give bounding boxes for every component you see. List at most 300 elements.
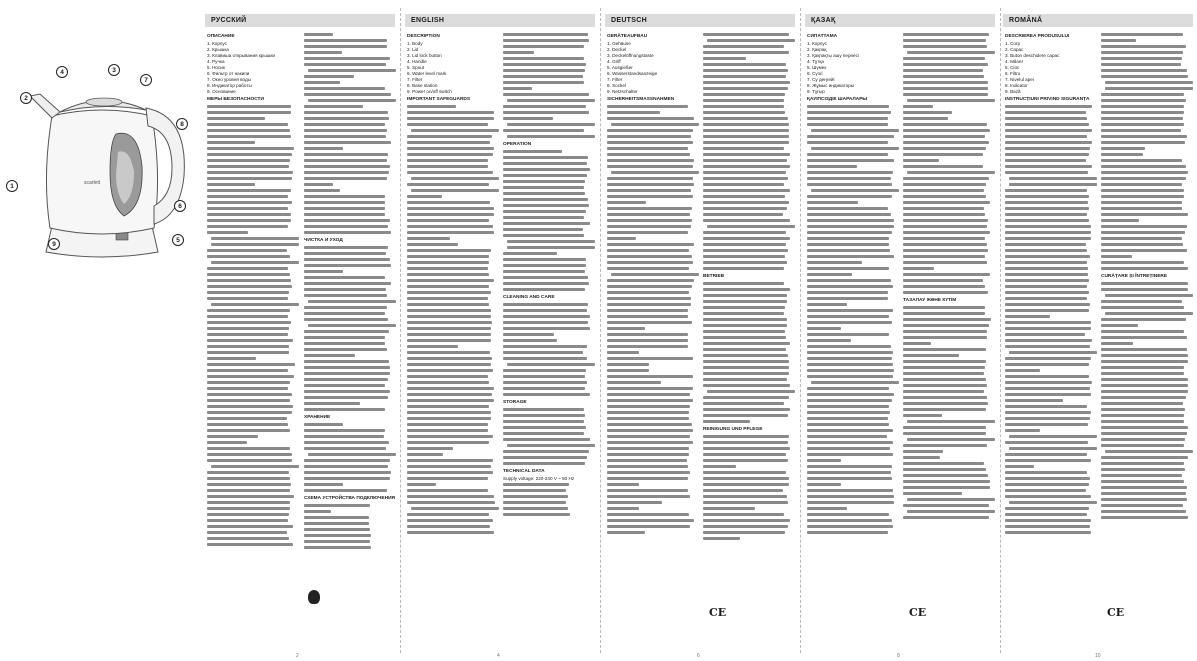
text-line-bar (807, 105, 889, 108)
text-line-bar (211, 237, 299, 240)
text-line-bar (1005, 357, 1091, 360)
text-line-bar (1101, 336, 1187, 339)
text-line-bar (903, 390, 984, 393)
text-line-bar (308, 324, 396, 327)
text-line-bar (607, 489, 688, 492)
text-line-bar (207, 525, 293, 528)
text-line-bar (207, 381, 290, 384)
text-line-bar (207, 417, 287, 420)
text-line-bar (207, 423, 288, 426)
list-item: 3. Lid lock button (407, 53, 442, 58)
text-line-bar (903, 492, 962, 495)
text-line-bar (407, 447, 453, 450)
text-line-bar (503, 375, 585, 378)
text-line-bar (207, 165, 289, 168)
text-line (503, 512, 595, 518)
text-line-bar (703, 453, 786, 456)
section-title: МЕРЫ БЕЗОПАСНОСТИ (207, 97, 264, 102)
text-line-bar (1005, 195, 1089, 198)
text-line-bar (503, 270, 585, 273)
text-line-bar (903, 183, 986, 186)
text-line-bar (503, 156, 588, 159)
text-line-bar (304, 306, 387, 309)
text-line-bar (407, 315, 491, 318)
text-line-bar (304, 135, 386, 138)
text-line-bar (407, 453, 443, 456)
text-line-bar (703, 378, 787, 381)
text-line-bar (304, 396, 388, 399)
text-line-bar (703, 402, 784, 405)
text-line-bar (607, 279, 694, 282)
text-line-bar (407, 525, 490, 528)
text-line (703, 266, 795, 272)
text-line-bar (304, 534, 371, 537)
list-item: 9. Тұғыр (807, 89, 825, 94)
text-line-bar (807, 123, 888, 126)
text-line-bar (1101, 207, 1182, 210)
text-line-bar (807, 447, 890, 450)
text-line (503, 461, 595, 467)
text-line-bar (703, 312, 784, 315)
text-line-bar (903, 69, 983, 72)
text-line-bar (407, 483, 436, 486)
list-item: 9. Bază (1005, 89, 1021, 94)
text-line-bar (703, 435, 789, 438)
brand-logo-icon (308, 590, 320, 604)
text-line-bar (407, 489, 488, 492)
text-line-bar (407, 201, 490, 204)
text-line-bar (407, 429, 488, 432)
text-line-bar (308, 300, 396, 303)
body-text (607, 104, 699, 536)
text-line-bar (304, 384, 385, 387)
text-line-bar (407, 399, 494, 402)
text-line-bar (903, 117, 948, 120)
tech-spec-line: Supply voltage: 220-240 V ~ 50 Hz (503, 476, 575, 481)
text-line-bar (503, 408, 584, 411)
text-line-bar (903, 195, 986, 198)
text-line-bar (207, 225, 288, 228)
text-line-bar (807, 471, 891, 474)
text-line-bar (503, 87, 532, 90)
text-line-bar (903, 402, 988, 405)
text-line-bar (304, 147, 343, 150)
text-line (1101, 266, 1193, 272)
body-text (903, 305, 995, 521)
text-line-bar (304, 360, 389, 363)
body-text (304, 503, 396, 551)
ce-mark-icon: CE (909, 606, 927, 619)
text-line-bar (503, 210, 586, 213)
text-line-bar (1005, 339, 1092, 342)
list-item: 4. Griff (607, 59, 621, 64)
text-line-bar (1009, 351, 1097, 354)
text-line-bar (1105, 294, 1193, 297)
text-line-bar (807, 321, 892, 324)
text-line-bar (503, 393, 590, 396)
text-line-bar (807, 369, 894, 372)
text-line-bar (807, 261, 862, 264)
text-line-bar (207, 117, 265, 120)
text-line-bar (308, 69, 396, 72)
text-line-bar (304, 366, 390, 369)
text-line-bar (304, 516, 369, 519)
text-line-bar (211, 243, 299, 246)
text-line-bar (407, 147, 494, 150)
text-line-bar (807, 249, 890, 252)
text-line-bar (607, 309, 688, 312)
list-item: 4. Mâner (1005, 59, 1024, 64)
text-line-bar (503, 252, 557, 255)
text-line-bar (903, 189, 984, 192)
body-text (503, 32, 595, 140)
list-item: 8. Base station (407, 83, 438, 88)
text-line (407, 530, 499, 536)
section-title: REINIGUNG UND PFLEGE (703, 427, 763, 432)
list-item: 1. Корпус (807, 41, 827, 46)
text-line-bar (807, 477, 892, 480)
text-line-bar (304, 195, 385, 198)
text-line-bar (304, 57, 390, 60)
text-line-bar (703, 207, 787, 210)
text-line-bar (703, 165, 790, 168)
text-line-bar (903, 384, 987, 387)
text-line-bar (903, 426, 986, 429)
text-line-bar (1101, 384, 1188, 387)
text-line-bar (1005, 219, 1089, 222)
text-line-bar (207, 399, 290, 402)
text-line-bar (1005, 477, 1090, 480)
list-item: 4. Ручка (207, 59, 225, 64)
text-line-bar (207, 183, 255, 186)
text-line-bar (503, 228, 583, 231)
list-item: 9. Основание (207, 89, 236, 94)
text-line-bar (703, 183, 784, 186)
text-line-bar (207, 111, 291, 114)
text-line-bar (207, 201, 292, 204)
text-line-bar (207, 471, 289, 474)
text-line-bar (1101, 300, 1182, 303)
text-line-bar (304, 504, 370, 507)
text-line-bar (607, 285, 692, 288)
text-line-bar (1101, 378, 1188, 381)
text-line-bar (903, 486, 990, 489)
text-line-bar (703, 213, 783, 216)
text-line-bar (1101, 249, 1187, 252)
text-line-bar (903, 396, 987, 399)
text-line-bar (1101, 135, 1187, 138)
text-line-bar (807, 363, 893, 366)
list-item: 5. Spout (407, 65, 425, 70)
text-line-bar (1101, 195, 1184, 198)
text-line-bar (207, 291, 289, 294)
text-line-bar (1005, 189, 1087, 192)
list-item: 7. Filter (407, 77, 423, 82)
text-line-bar (903, 468, 986, 471)
text-line-bar (1101, 57, 1182, 60)
section-title: INSTRUCȚIUNI PRIVIND SIGURANȚA (1005, 97, 1090, 102)
text-line-bar (1101, 141, 1185, 144)
text-line-bar (903, 342, 931, 345)
text-line-bar (607, 453, 689, 456)
text-line-bar (1101, 348, 1187, 351)
text-line-bar (1101, 105, 1184, 108)
text-line-bar (304, 246, 388, 249)
text-line-bar (703, 123, 789, 126)
text-line-bar (807, 225, 894, 228)
text-line-bar (703, 63, 786, 66)
text-line-bar (207, 153, 292, 156)
text-line-bar (207, 105, 291, 108)
text-line-bar (1005, 261, 1087, 264)
text-line-bar (607, 231, 688, 234)
text-line-bar (1005, 405, 1087, 408)
text-line-bar (207, 369, 288, 372)
text-line-bar (1005, 519, 1091, 522)
text-line-bar (503, 456, 587, 459)
text-line-bar (1005, 237, 1091, 240)
text-line-bar (407, 531, 494, 534)
text-line-bar (807, 399, 892, 402)
text-line-bar (407, 471, 493, 474)
text-line-bar (503, 234, 584, 237)
text-line-bar (411, 129, 499, 132)
text-line-bar (1101, 231, 1185, 234)
text-line-bar (207, 537, 289, 540)
text-line-bar (304, 129, 387, 132)
text-line-bar (1101, 288, 1188, 291)
text-line-bar (807, 111, 891, 114)
text-line-bar (304, 477, 390, 480)
section-title: BETRIEB (703, 274, 725, 279)
text-line-bar (607, 207, 692, 210)
text-line-bar (407, 477, 488, 480)
text-line-bar (807, 327, 841, 330)
text-line-bar (1101, 354, 1188, 357)
kazakh-text-left (807, 32, 899, 536)
text-line-bar (807, 483, 841, 486)
kazakh-text-right (903, 32, 995, 521)
text-line-bar (903, 414, 942, 417)
text-line-bar (211, 465, 299, 468)
text-line-bar (703, 396, 789, 399)
text-line-bar (407, 117, 494, 120)
text-line-bar (503, 69, 585, 72)
text-line-bar (703, 243, 786, 246)
text-line-bar (607, 519, 694, 522)
text-line-bar (607, 327, 645, 330)
text-line-bar (1101, 402, 1183, 405)
text-line-bar (407, 105, 456, 108)
text-line-bar (1101, 438, 1185, 441)
list-item: 7. Окно уровня воды (207, 77, 251, 82)
section-title: ЧИСТКА И УХОД (304, 238, 343, 243)
text-line-bar (903, 378, 986, 381)
text-line (503, 134, 595, 140)
text-line-bar (607, 255, 692, 258)
text-line-bar (207, 123, 288, 126)
text-line-bar (211, 303, 299, 306)
text-line-bar (1005, 213, 1087, 216)
text-line-bar (304, 117, 389, 120)
column-deutsch (605, 0, 798, 661)
text-line-bar (903, 231, 990, 234)
text-line-bar (703, 267, 784, 270)
text-line-bar (503, 489, 566, 492)
text-line-bar (407, 393, 492, 396)
text-line-bar (407, 321, 492, 324)
body-text (1101, 281, 1193, 521)
text-line-bar (807, 459, 841, 462)
text-line-bar (503, 288, 585, 291)
text-line-bar (1005, 315, 1050, 318)
text-line-bar (1005, 153, 1089, 156)
text-line-bar (703, 306, 785, 309)
text-line-bar (903, 147, 986, 150)
text-line-bar (1101, 432, 1187, 435)
text-line-bar (1005, 369, 1040, 372)
text-line (1005, 530, 1097, 536)
list-item: 9. Power on/off switch (407, 89, 452, 94)
column-separator (800, 8, 801, 653)
text-line-bar (304, 465, 388, 468)
text-line-bar (207, 435, 258, 438)
text-line-bar (507, 246, 595, 249)
text-line-bar (407, 267, 488, 270)
text-line-bar (503, 264, 586, 267)
text-line-bar (1101, 390, 1188, 393)
text-line-bar (407, 183, 489, 186)
text-line-bar (503, 483, 569, 486)
romanian-text-right (1101, 32, 1193, 521)
text-line-bar (503, 321, 588, 324)
text-line-bar (1101, 486, 1187, 489)
text-line-bar (703, 75, 786, 78)
text-line-bar (503, 339, 557, 342)
text-line-bar (607, 429, 693, 432)
text-line-bar (607, 471, 690, 474)
text-line-bar (1101, 498, 1187, 501)
text-line-bar (903, 372, 984, 375)
text-line-bar (903, 39, 986, 42)
text-line-bar (903, 444, 987, 447)
text-line-bar (807, 441, 893, 444)
text-line-bar (1005, 417, 1090, 420)
text-line-bar (407, 327, 491, 330)
text-line-bar (503, 198, 588, 201)
section-title: CLEANING AND CARE (503, 295, 555, 300)
text-line-bar (903, 348, 986, 351)
text-line-bar (607, 483, 639, 486)
section-title: GERÄTEAUFBAU (607, 34, 648, 39)
text-line-bar (1101, 129, 1181, 132)
text-line-bar (703, 105, 784, 108)
body-text (703, 32, 795, 272)
text-line-bar (304, 171, 389, 174)
body-text (1101, 32, 1193, 272)
text-line-bar (304, 447, 386, 450)
text-line-bar (304, 276, 385, 279)
text-line-bar (807, 207, 888, 210)
text-line-bar (607, 177, 693, 180)
list-item: 6. Water level mark (407, 71, 447, 76)
text-line-bar (304, 45, 387, 48)
text-line-bar (407, 255, 489, 258)
section-title: IMPORTANT SAFEGUARDS (407, 97, 471, 102)
text-line-bar (407, 381, 489, 384)
text-line-bar (503, 129, 584, 132)
text-line-bar (503, 117, 553, 120)
text-line-bar (207, 351, 289, 354)
text-line-bar (1101, 189, 1184, 192)
text-line-bar (1101, 444, 1184, 447)
text-line-bar (607, 267, 689, 270)
text-line-bar (1101, 147, 1145, 150)
text-line-bar (207, 429, 290, 432)
text-line-bar (607, 195, 693, 198)
text-line-bar (304, 336, 385, 339)
text-line-bar (407, 303, 489, 306)
text-line-bar (503, 45, 584, 48)
text-line-bar (1009, 435, 1097, 438)
text-line-bar (207, 453, 292, 456)
text-line-bar (304, 159, 387, 162)
text-line-bar (903, 306, 985, 309)
text-line-bar (807, 453, 893, 456)
text-line-bar (304, 219, 390, 222)
text-line-bar (503, 75, 583, 78)
deutsch-text-left (607, 32, 699, 536)
text-line-bar (611, 123, 699, 126)
text-line-bar (807, 417, 888, 420)
text-line-bar (304, 141, 391, 144)
body-text (304, 245, 396, 413)
text-line-bar (407, 261, 489, 264)
text-line-bar (1101, 243, 1183, 246)
text-line-bar (903, 87, 988, 90)
text-line-bar (1005, 423, 1088, 426)
text-line-bar (1005, 285, 1087, 288)
text-line-bar (503, 180, 585, 183)
text-line-bar (807, 117, 888, 120)
text-line-bar (607, 249, 689, 252)
list-item: 2. Қақпақ (807, 47, 827, 52)
text-line-bar (703, 525, 788, 528)
text-line-bar (304, 189, 340, 192)
text-line-bar (507, 123, 595, 126)
text-line-bar (903, 111, 952, 114)
text-line-bar (304, 87, 385, 90)
column-header-deutsch (605, 14, 795, 27)
text-line-bar (1005, 123, 1089, 126)
text-line-bar (1005, 489, 1086, 492)
text-line-bar (1005, 147, 1090, 150)
text-line-bar (507, 444, 595, 447)
text-line-bar (1005, 387, 1090, 390)
text-line-bar (507, 99, 595, 102)
list-item: 6. Filtru (1005, 71, 1021, 76)
text-line-bar (807, 357, 892, 360)
text-line-bar (807, 183, 892, 186)
text-line (703, 536, 795, 542)
text-line-bar (807, 513, 889, 516)
text-line-bar (703, 93, 785, 96)
text-line-bar (607, 189, 691, 192)
text-line-bar (1005, 129, 1092, 132)
text-line-bar (903, 267, 934, 270)
text-line-bar (1005, 381, 1092, 384)
text-line (807, 530, 899, 536)
